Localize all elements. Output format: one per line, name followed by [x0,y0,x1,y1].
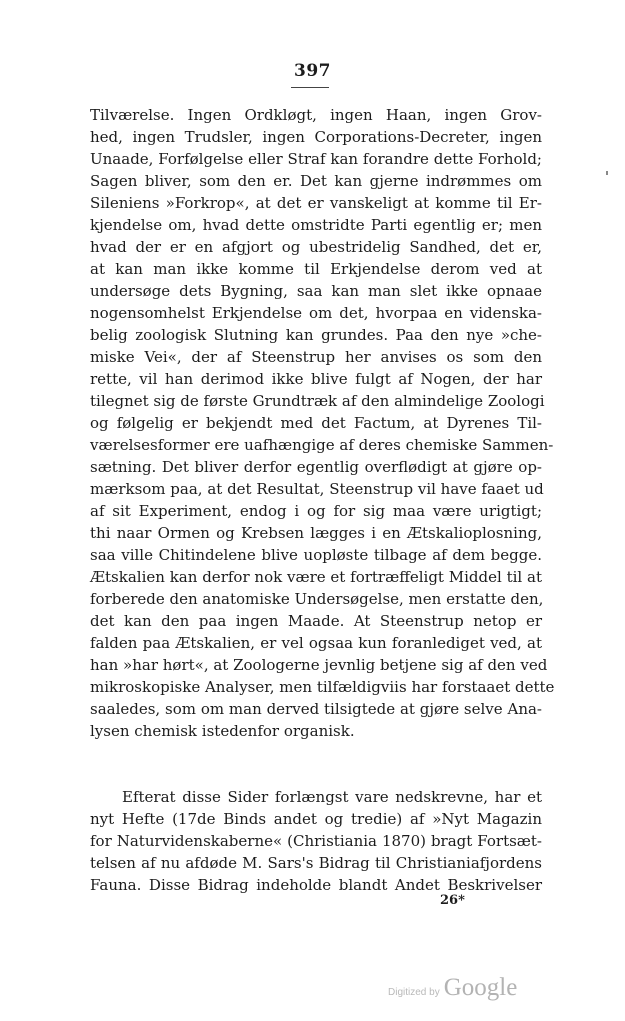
text-line: og følgelig er bekjendt med det Factum, at Dyrenes Til- [90,414,542,432]
text-line: hvad der er en afgjort og ubestridelig Sandhed, det er, [90,238,542,256]
digitized-by-label: Digitized by [388,987,440,998]
text-line: nogensomhelst Erkjendelse om det, hvorpaa en videnska- [90,304,542,322]
text-line: Ætskalien kan derfor nok være et fortræffeligt Middel til at [90,568,542,586]
text-line: at kan man ikke komme til Erkjendelse derom ved at [90,260,542,278]
text-line: rette, vil han derimod ikke blive fulgt af Nogen, der har [90,370,542,388]
text-line: for Naturvidenskaberne« (Christiania 1870) bragt Fortsæt- [90,832,542,850]
text-line: værelsesformer ere uafhængige af deres chemiske Sammen- [90,436,554,454]
page-number: 397 [294,61,331,81]
text-line: undersøge dets Bygning, saa kan man slet ikke opnaae [90,282,542,300]
text-line: saa ville Chitindelene blive uopløste tilbage af dem begge. [90,546,542,564]
text-line: Unaade, Forfølgelse eller Straf kan forandre dette Forhold; [90,150,542,168]
text-line: det kan den paa ingen Maade. At Steenstrup netop er [90,612,542,630]
text-line: miske Vei«, der af Steenstrup her anvises os som den [90,348,542,366]
digitized-watermark [388,974,517,1002]
text-line: Fauna. Disse Bidrag indeholde blandt Andet Beskrivelser [90,876,542,894]
google-logo: Google [443,974,518,1001]
page-number-rule [291,87,329,88]
signature-mark: 26* [440,893,465,908]
margin-mark [606,171,608,175]
text-line: sætning. Det bliver derfor egentlig overflødigt at gjøre op- [90,458,542,476]
text-line: mærksom paa, at det Resultat, Steenstrup vil have faaet ud [90,480,544,498]
text-line: hed, ingen Trudsler, ingen Corporations-Decreter, ingen [90,128,542,146]
text-line: kjendelse om, hvad dette omstridte Parti egentlig er; men [90,216,542,234]
text-line: Sileniens »Forkrop«, at det er vanskeligt at komme til Er- [90,194,542,212]
text-line: Efterat disse Sider forlængst vare nedskrevne, har et [122,788,542,806]
text-line: telsen af nu afdøde M. Sars's Bidrag til Christianiafjordens [90,854,542,872]
text-line: forberede den anatomiske Undersøgelse, men erstatte den, [90,590,544,608]
text-line: mikroskopiske Analyser, men tilfældigviis har forstaaet dette [90,678,555,696]
text-line: Tilværelse. Ingen Ordkløgt, ingen Haan, ingen Grov- [90,106,542,124]
text-line: tilegnet sig de første Grundtræk af den almindelige Zoologi [90,392,545,410]
text-line: af sit Experiment, endog i og for sig maa være urigtigt; [90,502,542,520]
text-line: falden paa Ætskalien, er vel ogsaa kun foranlediget ved, at [90,634,542,652]
text-line: belig zoologisk Slutning kan grundes. Paa den nye »che- [90,326,542,344]
text-line: nyt Hefte (17de Binds andet og tredie) af »Nyt Magazin [90,810,542,828]
text-line: lysen chemisk istedenfor organisk. [90,722,355,740]
text-line: thi naar Ormen og Krebsen lægges i en Ætskalioplosning, [90,524,542,542]
text-line: han »har hørt«, at Zoologerne jevnlig betjene sig af den ved [90,656,548,674]
text-line: saaledes, som om man derved tilsigtede at gjøre selve Ana- [90,700,542,718]
text-line: Sagen bliver, som den er. Det kan gjerne indrømmes om [90,172,542,190]
